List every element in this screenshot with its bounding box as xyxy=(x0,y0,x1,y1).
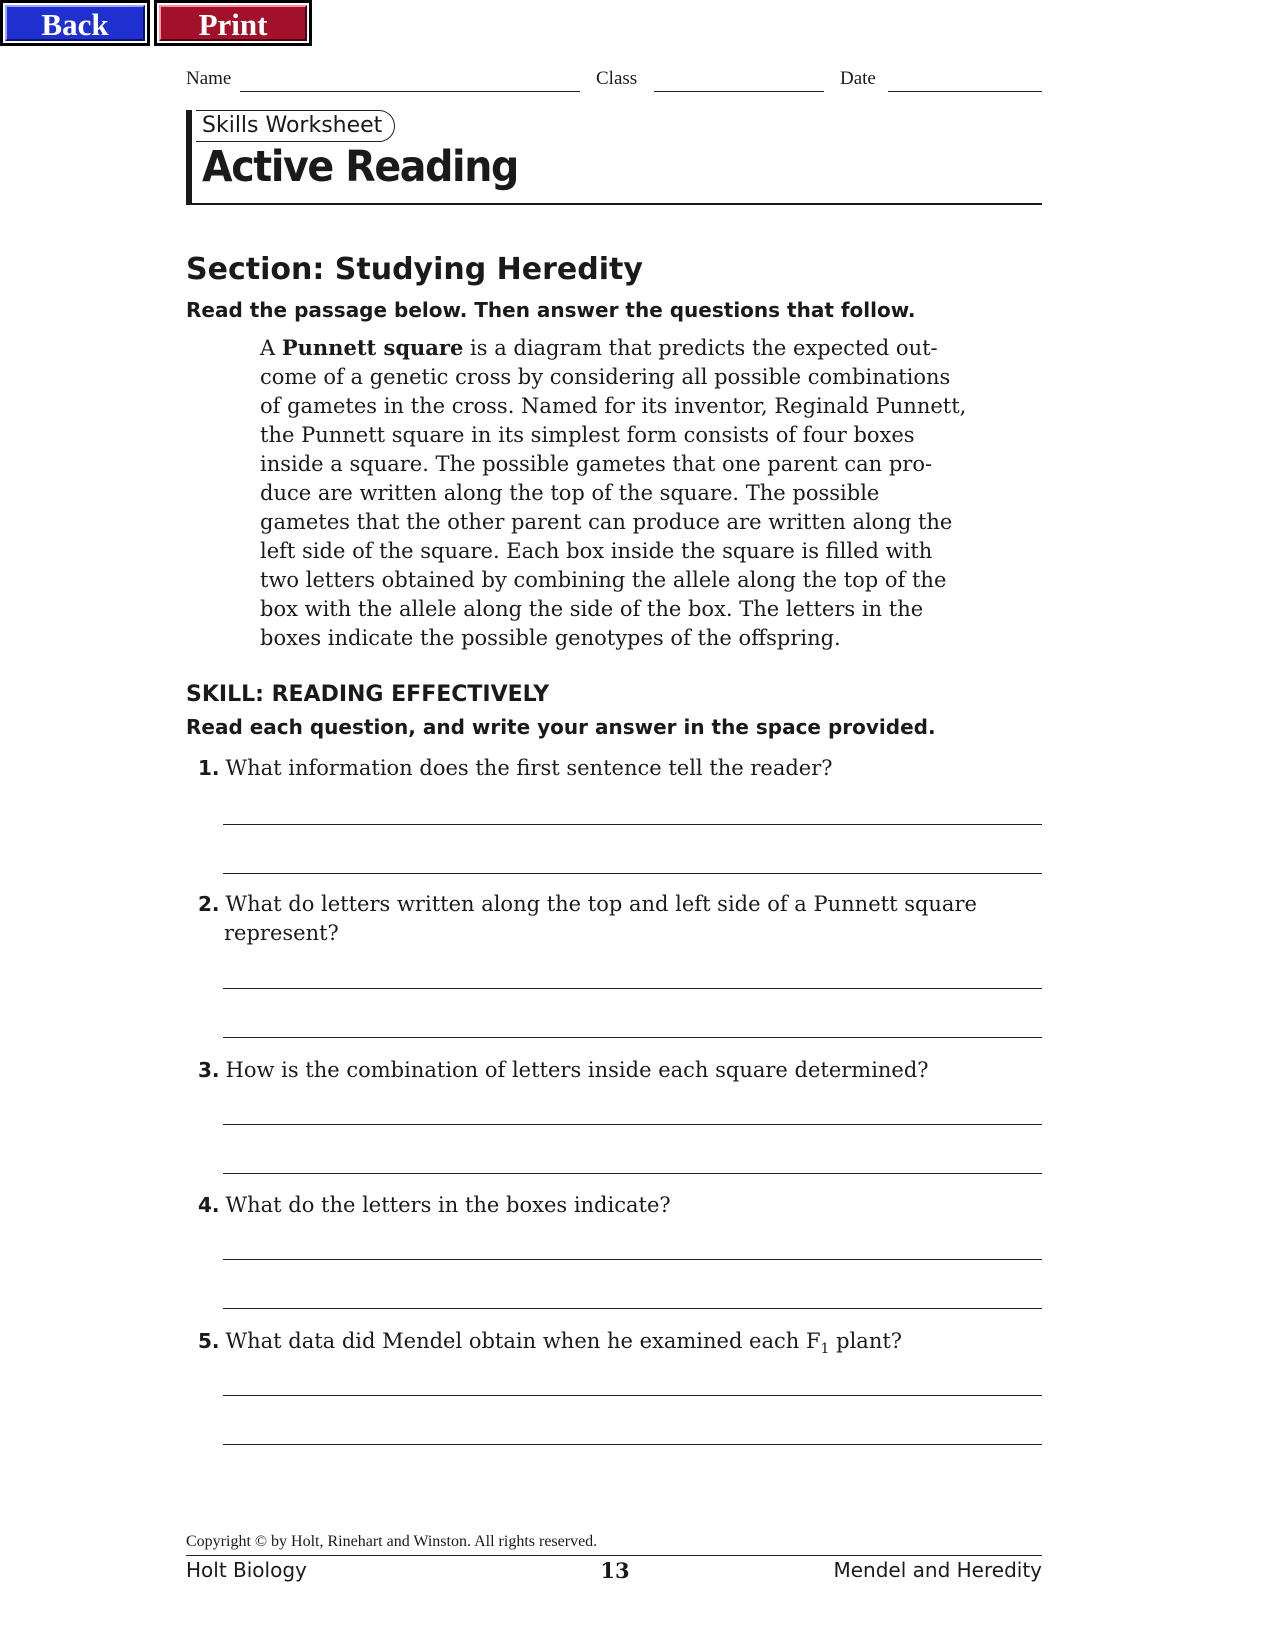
skill-heading: SKILL: READING EFFECTIVELY xyxy=(186,682,550,707)
date-label: Date xyxy=(840,68,876,89)
passage-line: A Punnett square is a diagram that predicts the expected out- xyxy=(260,335,938,360)
worksheet-tag: Skills Worksheet xyxy=(196,110,395,142)
title-accent-bar xyxy=(186,110,192,205)
answer-line[interactable] xyxy=(223,1259,1042,1260)
section-title: Section: Studying Heredity xyxy=(186,252,643,287)
question-number: 5. xyxy=(198,1329,220,1353)
back-button[interactable] xyxy=(0,0,150,46)
question-number: 3. xyxy=(198,1058,220,1082)
passage-instructions: Read the passage below. Then answer the questions that follow. xyxy=(186,298,916,322)
question-1 xyxy=(198,754,833,783)
page-title: Active Reading xyxy=(202,142,518,192)
passage-line: left side of the square. Each box inside the square is filled with xyxy=(260,539,933,563)
passage-line: come of a genetic cross by considering all possible combinations xyxy=(260,365,951,389)
subscript: 1 xyxy=(820,1341,830,1358)
answer-line[interactable] xyxy=(223,1173,1042,1174)
passage-line: box with the allele along the side of the box. The letters in the xyxy=(260,597,924,621)
name-label: Name xyxy=(186,68,232,89)
question-instructions: Read each question, and write your answer in the space provided. xyxy=(186,715,936,739)
question-text-continued: represent? xyxy=(224,921,339,945)
answer-line[interactable] xyxy=(223,824,1042,825)
question-number: 1. xyxy=(198,756,220,780)
answer-line[interactable] xyxy=(223,1395,1042,1396)
question-number: 4. xyxy=(198,1193,220,1217)
print-button-label: Print xyxy=(159,5,307,41)
passage-line: the Punnett square in its simplest form consists of four boxes xyxy=(260,423,915,447)
date-line xyxy=(888,91,1042,92)
footer-divider xyxy=(186,1555,1042,1556)
back-button-label: Back xyxy=(5,5,145,41)
passage-line: of gametes in the cross. Named for its inventor, Reginald Punnett, xyxy=(260,394,967,418)
name-line xyxy=(240,91,580,92)
passage-line: gametes that the other parent can produce are written along the xyxy=(260,510,953,534)
answer-line[interactable] xyxy=(223,1124,1042,1125)
answer-line[interactable] xyxy=(223,873,1042,874)
passage-line: duce are written along the top of the square. The possible xyxy=(260,481,880,505)
book-title: Holt Biology xyxy=(186,1558,307,1582)
page-number: 13 xyxy=(600,1558,630,1583)
class-line xyxy=(654,91,824,92)
question-4 xyxy=(198,1191,671,1220)
question-text: What information does the first sentence tell the reader? xyxy=(225,756,833,780)
key-term: Punnett square xyxy=(281,335,464,360)
title-divider xyxy=(186,203,1042,205)
question-number: 2. xyxy=(198,892,220,916)
chapter-title: Mendel and Heredity xyxy=(833,1558,1042,1582)
question-5: 5. What data did Mendel obtain when he examined each $F_1$ plant? xyxy=(198,1329,903,1358)
passage-line: two letters obtained by combining the allele along the top of the xyxy=(260,568,947,592)
answer-line[interactable] xyxy=(223,1308,1042,1309)
print-button[interactable] xyxy=(154,0,312,46)
passage-line: inside a square. The possible gametes that one parent can pro- xyxy=(260,452,933,476)
question-text: What do the letters in the boxes indicate? xyxy=(225,1193,671,1217)
question-text: What do letters written along the top and left side of a Punnett square xyxy=(225,892,977,916)
answer-line[interactable] xyxy=(223,1037,1042,1038)
class-label: Class xyxy=(596,68,638,89)
answer-line[interactable] xyxy=(223,1444,1042,1445)
question-3 xyxy=(198,1056,929,1085)
question-2 xyxy=(198,890,977,948)
copyright: Copyright © by Holt, Rinehart and Winston. All rights reserved. xyxy=(186,1533,598,1550)
question-text: How is the combination of letters inside each square determined? xyxy=(225,1058,929,1082)
question-text: What data did Mendel obtain when he examined each F xyxy=(225,1329,821,1353)
reading-passage xyxy=(260,333,967,653)
passage-line: boxes indicate the possible genotypes of the offspring. xyxy=(260,626,841,650)
answer-line[interactable] xyxy=(223,988,1042,989)
